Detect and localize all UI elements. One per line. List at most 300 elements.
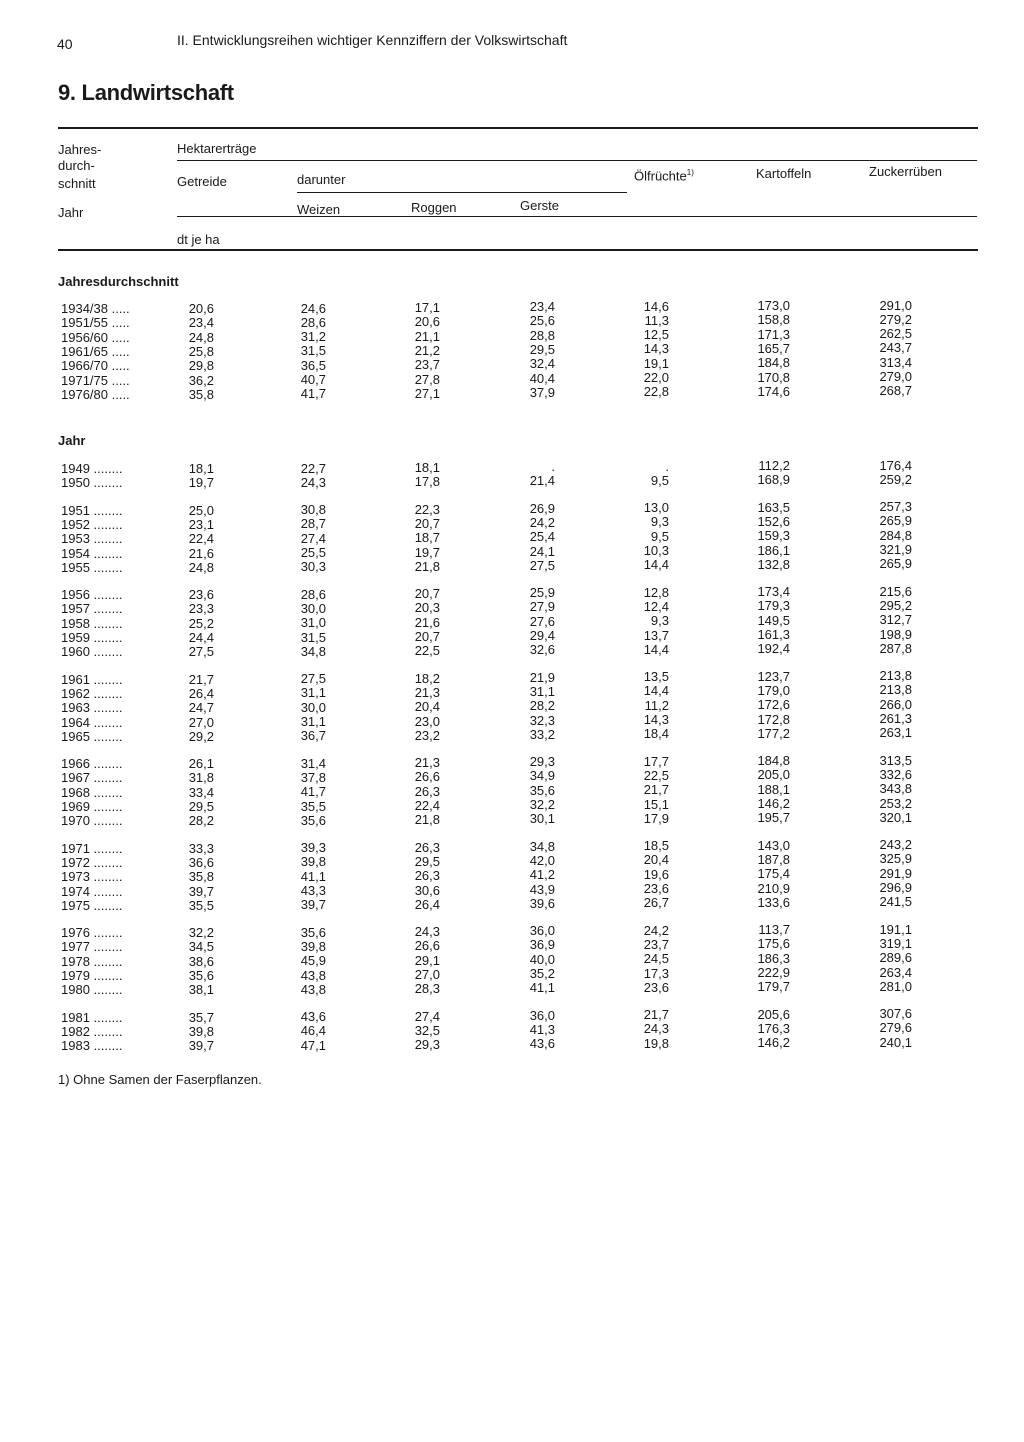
header-hektarertraege: Hektarerträge: [177, 141, 257, 156]
table-cell: 31,1: [529, 683, 555, 699]
table-cell: 20,6: [188, 301, 214, 316]
table-cell: 23,4: [188, 315, 214, 331]
table-cell: 29,4: [529, 628, 555, 643]
table-cell: 43,3: [300, 883, 326, 898]
table-row: [0, 471, 1024, 491]
row-label: 1979 ........: [61, 968, 123, 983]
table-cell: 36,0: [529, 923, 555, 939]
header-unit: dt je ha: [177, 232, 220, 247]
table-cell: 30,3: [300, 559, 326, 575]
header-oelfruechte-label: Ölfrüchte: [634, 168, 687, 184]
table-cell: 34,5: [188, 939, 214, 955]
running-header: II. Entwicklungsreihen wichtiger Kennziffern der Volkswirtschaft: [177, 32, 568, 48]
table-cell: 179,3: [757, 598, 790, 614]
table-cell: 17,9: [643, 810, 669, 826]
table-cell: 172,8: [757, 711, 790, 727]
table-cell: 29,2: [188, 728, 214, 744]
table-cell: 257,3: [879, 499, 912, 515]
table-cell: 243,2: [879, 837, 912, 853]
table-cell: 26,3: [414, 839, 440, 855]
table-cell: 14,4: [643, 641, 669, 657]
table-row: [0, 499, 1024, 518]
table-cell: 210,9: [757, 880, 790, 896]
table-cell: 32,3: [529, 712, 555, 728]
table-cell: 12,8: [643, 584, 669, 600]
table-cell: 26,3: [414, 783, 440, 799]
table-cell: 21,4: [529, 473, 555, 489]
row-label: 1953 ........: [61, 531, 123, 547]
table-row: [0, 766, 1024, 786]
table-cell: 24,7: [188, 700, 214, 716]
table-cell: 35,5: [188, 897, 214, 913]
table-row: [0, 795, 1024, 814]
table-row: [0, 326, 1024, 345]
header-gerste: Gerste: [520, 198, 560, 213]
row-label: 1964 ........: [61, 714, 123, 730]
table-cell: 176,3: [757, 1020, 790, 1036]
row-label: 1961 ........: [61, 671, 123, 687]
table-cell: 18,5: [643, 838, 669, 854]
table-cell: 23,2: [414, 727, 440, 743]
table-cell: 36,6: [188, 854, 214, 870]
table-cell: 19,7: [188, 475, 214, 491]
table-cell: 36,5: [300, 357, 326, 373]
header-getreide: Getreide: [177, 174, 227, 189]
header-zuckerrueben: Zuckerrüben: [869, 164, 942, 179]
table-cell: 24,5: [643, 951, 669, 967]
table-cell: 171,3: [757, 326, 790, 342]
table-cell: 21,8: [414, 812, 440, 828]
table-cell: 29,1: [414, 952, 440, 968]
table-cell: 205,0: [757, 767, 790, 783]
table-cell: 170,8: [757, 369, 790, 385]
table-cell: 289,6: [879, 950, 912, 966]
table-row: [0, 612, 1024, 631]
table-cell: 291,9: [879, 865, 912, 881]
table-cell: 29,8: [188, 358, 214, 374]
table-cell: 29,5: [414, 853, 440, 869]
table-row: [0, 682, 1024, 701]
table-cell: 17,8: [414, 474, 440, 490]
table-cell: 312,7: [879, 612, 912, 628]
table-cell: 266,0: [879, 696, 912, 712]
table-cell: 36,0: [529, 1007, 555, 1023]
table-cell: 28,3: [414, 981, 440, 997]
header-kartoffeln: Kartoffeln: [756, 166, 812, 181]
table-cell: 20,7: [414, 629, 440, 644]
table-cell: 163,5: [757, 499, 790, 515]
row-label: 1949 ........: [61, 461, 123, 476]
table-row: [0, 894, 1024, 913]
row-label: 1954 ........: [61, 545, 123, 561]
row-label-header-2: durch-: [58, 158, 95, 173]
table-cell: 14,4: [643, 557, 669, 573]
table-cell: 23,7: [643, 936, 669, 952]
table-cell: 132,8: [757, 556, 790, 572]
table-cell: 179,0: [757, 682, 790, 698]
table-cell: 18,7: [414, 530, 440, 546]
row-label: 1963 ........: [61, 700, 123, 716]
table-row: [0, 880, 1024, 899]
table-cell: 265,9: [879, 513, 912, 529]
table-cell: 9,5: [650, 528, 669, 544]
table-cell: 24,8: [188, 559, 214, 575]
table-row: [0, 354, 1024, 374]
table-row: [0, 752, 1024, 772]
table-cell: 31,5: [300, 343, 326, 359]
table-cell: 241,5: [879, 894, 912, 910]
table-cell: 25,4: [529, 529, 555, 545]
table-row: [0, 851, 1024, 870]
row-label: 1967 ........: [61, 770, 123, 786]
table-cell: 25,8: [188, 343, 214, 359]
table-cell: 30,0: [300, 600, 326, 616]
table-cell: 13,5: [643, 669, 669, 685]
row-label: 1958 ........: [61, 615, 123, 631]
table-row: [0, 978, 1024, 998]
table-cell: 13,0: [643, 500, 669, 516]
table-cell: 28,2: [188, 813, 214, 829]
row-label: 1976 ........: [61, 925, 123, 941]
table-cell: 29,5: [188, 799, 214, 814]
table-row: [0, 583, 1024, 603]
table-cell: 24,2: [643, 922, 669, 938]
table-row: [0, 781, 1024, 800]
table-cell: 35,7: [188, 1009, 214, 1025]
table-cell: 26,4: [188, 685, 214, 701]
table-cell: 192,4: [757, 641, 790, 657]
table-cell: 175,6: [757, 936, 790, 952]
table-cell: 19,6: [643, 866, 669, 882]
row-label: 1955 ........: [61, 559, 123, 575]
table-cell: 19,1: [643, 355, 669, 371]
table-cell: 21,7: [643, 1007, 669, 1023]
table-cell: 33,3: [188, 840, 214, 856]
table-cell: 27,4: [300, 530, 326, 546]
table-cell: 174,6: [757, 383, 790, 399]
table-row: [0, 935, 1024, 955]
table-cell: 161,3: [757, 627, 790, 642]
table-cell: 39,6: [529, 895, 555, 911]
table-cell: 32,2: [529, 797, 555, 812]
table-cell: 177,2: [757, 725, 790, 741]
table-cell: 31,2: [300, 329, 326, 345]
table-cell: 343,8: [879, 781, 912, 797]
section-title: Jahresdurchschnitt: [58, 274, 179, 289]
footnote: 1) Ohne Samen der Faserpflanzen.: [58, 1072, 262, 1087]
table-cell: 313,5: [879, 752, 912, 768]
table-cell: 32,5: [414, 1022, 440, 1038]
table-cell: 113,7: [758, 922, 790, 938]
table-cell: 186,3: [757, 950, 790, 966]
table-cell: 21,6: [414, 614, 440, 630]
table-cell: 146,2: [757, 1035, 790, 1051]
table-cell: 41,3: [529, 1021, 555, 1037]
table-cell: 21,6: [188, 545, 214, 561]
row-label: 1983 ........: [61, 1038, 123, 1054]
table-cell: 34,9: [529, 768, 555, 784]
table-cell: 23,4: [529, 299, 555, 314]
table-cell: 47,1: [300, 1037, 326, 1053]
table-cell: 27,5: [300, 671, 326, 687]
row-label: 1973 ........: [61, 869, 123, 885]
table-row: [0, 542, 1024, 561]
table-cell: 17,1: [414, 300, 440, 315]
row-label: 1950 ........: [61, 475, 123, 491]
table-cell: 291,0: [879, 297, 912, 313]
table-cell: 184,8: [757, 753, 790, 769]
table-cell: 35,5: [300, 798, 326, 814]
table-cell: 21,8: [414, 558, 440, 574]
header-rule-1: [177, 160, 977, 161]
table-cell: 35,6: [188, 968, 214, 983]
table-cell: 23,1: [188, 516, 214, 532]
row-label: 1966/70 .....: [61, 358, 130, 374]
table-cell: 30,6: [414, 882, 440, 898]
table-cell: 21,2: [414, 342, 440, 358]
table-cell: 26,1: [188, 756, 214, 772]
table-cell: 281,0: [879, 978, 912, 994]
table-row: [0, 1020, 1024, 1039]
table-cell: 18,2: [414, 670, 440, 686]
table-row: [0, 865, 1024, 885]
table-cell: 37,8: [300, 769, 326, 785]
table-cell: 43,8: [300, 981, 326, 997]
table-cell: 41,1: [529, 980, 555, 996]
table-cell: 263,1: [879, 725, 912, 741]
table-cell: 34,8: [300, 643, 326, 659]
header-rule-2: [297, 192, 627, 193]
table-cell: 321,9: [879, 542, 912, 557]
table-cell: 165,7: [757, 340, 790, 356]
table-cell: 38,6: [188, 953, 214, 969]
table-cell: 35,8: [188, 869, 214, 885]
row-label: 1975 ........: [61, 897, 123, 913]
table-cell: 14,3: [643, 712, 669, 727]
table-cell: 26,3: [414, 868, 440, 884]
row-label: 1972 ........: [61, 854, 123, 870]
table-cell: 240,1: [879, 1034, 912, 1050]
page-title: 9. Landwirtschaft: [58, 80, 234, 105]
table-cell: 39,8: [300, 938, 326, 954]
table-cell: 332,6: [879, 766, 912, 782]
table-cell: 29,3: [529, 754, 555, 770]
table-cell: 268,7: [879, 383, 912, 399]
table-cell: 29,5: [529, 341, 555, 357]
table-cell: 30,1: [529, 811, 555, 827]
table-cell: 173,4: [757, 584, 790, 600]
table-cell: 27,6: [529, 613, 555, 629]
table-cell: 45,9: [300, 953, 326, 969]
table-cell: 18,1: [188, 461, 214, 476]
table-cell: 20,3: [414, 600, 440, 616]
row-label: 1966 ........: [61, 756, 123, 772]
table-cell: 26,6: [414, 938, 440, 954]
table-cell: 26,4: [414, 896, 440, 912]
table-cell: 24,6: [300, 300, 326, 316]
table-cell: 9,3: [650, 613, 669, 629]
row-label: 1951 ........: [61, 502, 123, 518]
table-cell: 215,6: [879, 583, 912, 599]
row-label: 1965 ........: [61, 728, 123, 744]
table-cell: 28,7: [300, 516, 326, 532]
table-row: [0, 626, 1024, 645]
table-cell: 41,7: [300, 386, 326, 402]
table-cell: 28,8: [529, 327, 555, 343]
table-row: [0, 556, 1024, 575]
table-cell: 295,2: [879, 597, 912, 613]
table-cell: 43,6: [300, 1009, 326, 1025]
table-row: [0, 340, 1024, 359]
table-cell: 213,8: [879, 682, 912, 698]
row-label: 1960 ........: [61, 644, 123, 660]
table-cell: 9,3: [650, 514, 669, 530]
table-row: [0, 950, 1024, 969]
table-cell: 21,3: [414, 684, 440, 700]
table-cell: 17,7: [643, 753, 669, 769]
table-cell: 32,4: [529, 356, 555, 372]
table-cell: 41,1: [300, 868, 326, 884]
table-cell: 9,5: [650, 472, 669, 488]
table-cell: 159,3: [757, 528, 790, 544]
table-cell: 14,3: [643, 341, 669, 357]
table-cell: 31,8: [188, 770, 214, 786]
table-cell: 39,7: [300, 897, 326, 913]
row-label: 1977 ........: [61, 939, 123, 955]
table-cell: 17,3: [643, 965, 669, 981]
table-cell: 173,0: [757, 298, 790, 313]
table-cell: 39,7: [188, 883, 214, 899]
table-cell: 18,1: [414, 460, 440, 475]
table-cell: 265,9: [879, 556, 912, 572]
row-label: 1968 ........: [61, 784, 123, 800]
table-cell: 198,9: [879, 626, 912, 642]
table-cell: 43,6: [529, 1036, 555, 1052]
table-cell: 20,7: [414, 515, 440, 531]
table-cell: 31,0: [300, 615, 326, 631]
table-cell: 186,1: [757, 542, 790, 558]
row-label: 1970 ........: [61, 813, 123, 829]
table-row: [0, 696, 1024, 716]
table-row: [0, 964, 1024, 983]
table-cell: 133,6: [757, 894, 790, 910]
table-cell: 263,4: [879, 964, 912, 980]
table-top-rule: [58, 127, 978, 129]
row-label: 1951/55 .....: [61, 315, 130, 331]
table-cell: 320,1: [879, 809, 912, 825]
row-label: 1971 ........: [61, 840, 123, 856]
table-cell: 27,4: [414, 1008, 440, 1024]
table-cell: 32,6: [529, 642, 555, 658]
table-cell: 35,2: [529, 966, 555, 981]
table-cell: 25,6: [529, 313, 555, 329]
table-cell: 172,6: [757, 697, 790, 713]
table-cell: 184,8: [757, 355, 790, 371]
table-cell: 27,8: [414, 371, 440, 387]
table-cell: 18,4: [643, 726, 669, 742]
table-cell: 22,8: [643, 384, 669, 400]
table-cell: 19,8: [643, 1035, 669, 1051]
row-label: 1961/65 .....: [61, 343, 130, 359]
table-cell: 24,2: [529, 514, 555, 530]
table-cell: 21,9: [529, 669, 555, 685]
table-cell: 195,7: [757, 810, 790, 826]
table-row: [0, 921, 1024, 941]
row-label: 1956 ........: [61, 587, 123, 603]
table-cell: 20,4: [414, 699, 440, 715]
table-cell: 28,2: [529, 698, 555, 714]
table-cell: 12,4: [643, 598, 669, 614]
table-cell: 36,7: [300, 728, 326, 744]
footnote-marker: 1): [686, 168, 694, 177]
table-cell: 15,1: [643, 796, 669, 812]
table-cell: 26,6: [414, 769, 440, 785]
table-cell: 28,6: [300, 586, 326, 602]
table-cell: 176,4: [879, 457, 912, 473]
table-cell: 143,0: [757, 837, 790, 853]
table-cell: 158,8: [757, 312, 790, 328]
table-cell: 112,2: [758, 458, 790, 473]
table-cell: 168,9: [757, 472, 790, 488]
table-cell: 27,0: [188, 714, 214, 730]
table-cell: 42,0: [529, 852, 555, 868]
table-cell: 28,6: [300, 314, 326, 330]
table-row: [0, 809, 1024, 829]
table-cell: 26,7: [643, 895, 669, 911]
table-cell: 35,6: [300, 924, 326, 940]
table-cell: 296,9: [879, 880, 912, 895]
table-cell: 46,4: [300, 1023, 326, 1039]
table-cell: 39,8: [300, 854, 326, 870]
table-cell: 10,3: [643, 543, 669, 558]
table-row: [0, 640, 1024, 660]
table-cell: 27,0: [414, 967, 440, 982]
row-label: 1962 ........: [61, 685, 123, 701]
table-cell: 20,7: [414, 586, 440, 602]
table-cell: 33,2: [529, 726, 555, 742]
table-cell: 23,6: [188, 587, 214, 603]
table-cell: 319,1: [879, 935, 912, 951]
table-cell: 27,9: [529, 599, 555, 615]
header-roggen: Roggen: [411, 200, 457, 215]
table-cell: 213,8: [879, 668, 912, 684]
table-row: [0, 297, 1024, 316]
table-cell: 41,7: [300, 784, 326, 800]
table-cell: 21,1: [414, 328, 440, 344]
table-row: [0, 597, 1024, 617]
table-cell: 22,4: [188, 531, 214, 547]
table-cell: 31,1: [300, 714, 326, 729]
table-cell: 33,4: [188, 784, 214, 800]
table-row: [0, 837, 1024, 856]
row-label: 1982 ........: [61, 1023, 123, 1039]
table-cell: 23,7: [414, 357, 440, 373]
table-cell: 24,3: [643, 1021, 669, 1037]
table-cell: 36,2: [188, 372, 214, 388]
row-label: 1974 ........: [61, 883, 123, 899]
table-cell: 23,0: [414, 713, 440, 729]
table-cell: 27,1: [414, 385, 440, 401]
table-cell: 43,9: [529, 881, 555, 897]
table-row: [0, 668, 1024, 687]
table-cell: 22,0: [643, 370, 669, 385]
table-cell: 13,7: [643, 627, 669, 643]
table-cell: 41,2: [529, 867, 555, 883]
table-cell: 23,3: [188, 601, 214, 617]
table-cell: 222,9: [757, 965, 790, 980]
row-label: 1952 ........: [61, 516, 123, 532]
table-cell: 20,6: [414, 314, 440, 330]
